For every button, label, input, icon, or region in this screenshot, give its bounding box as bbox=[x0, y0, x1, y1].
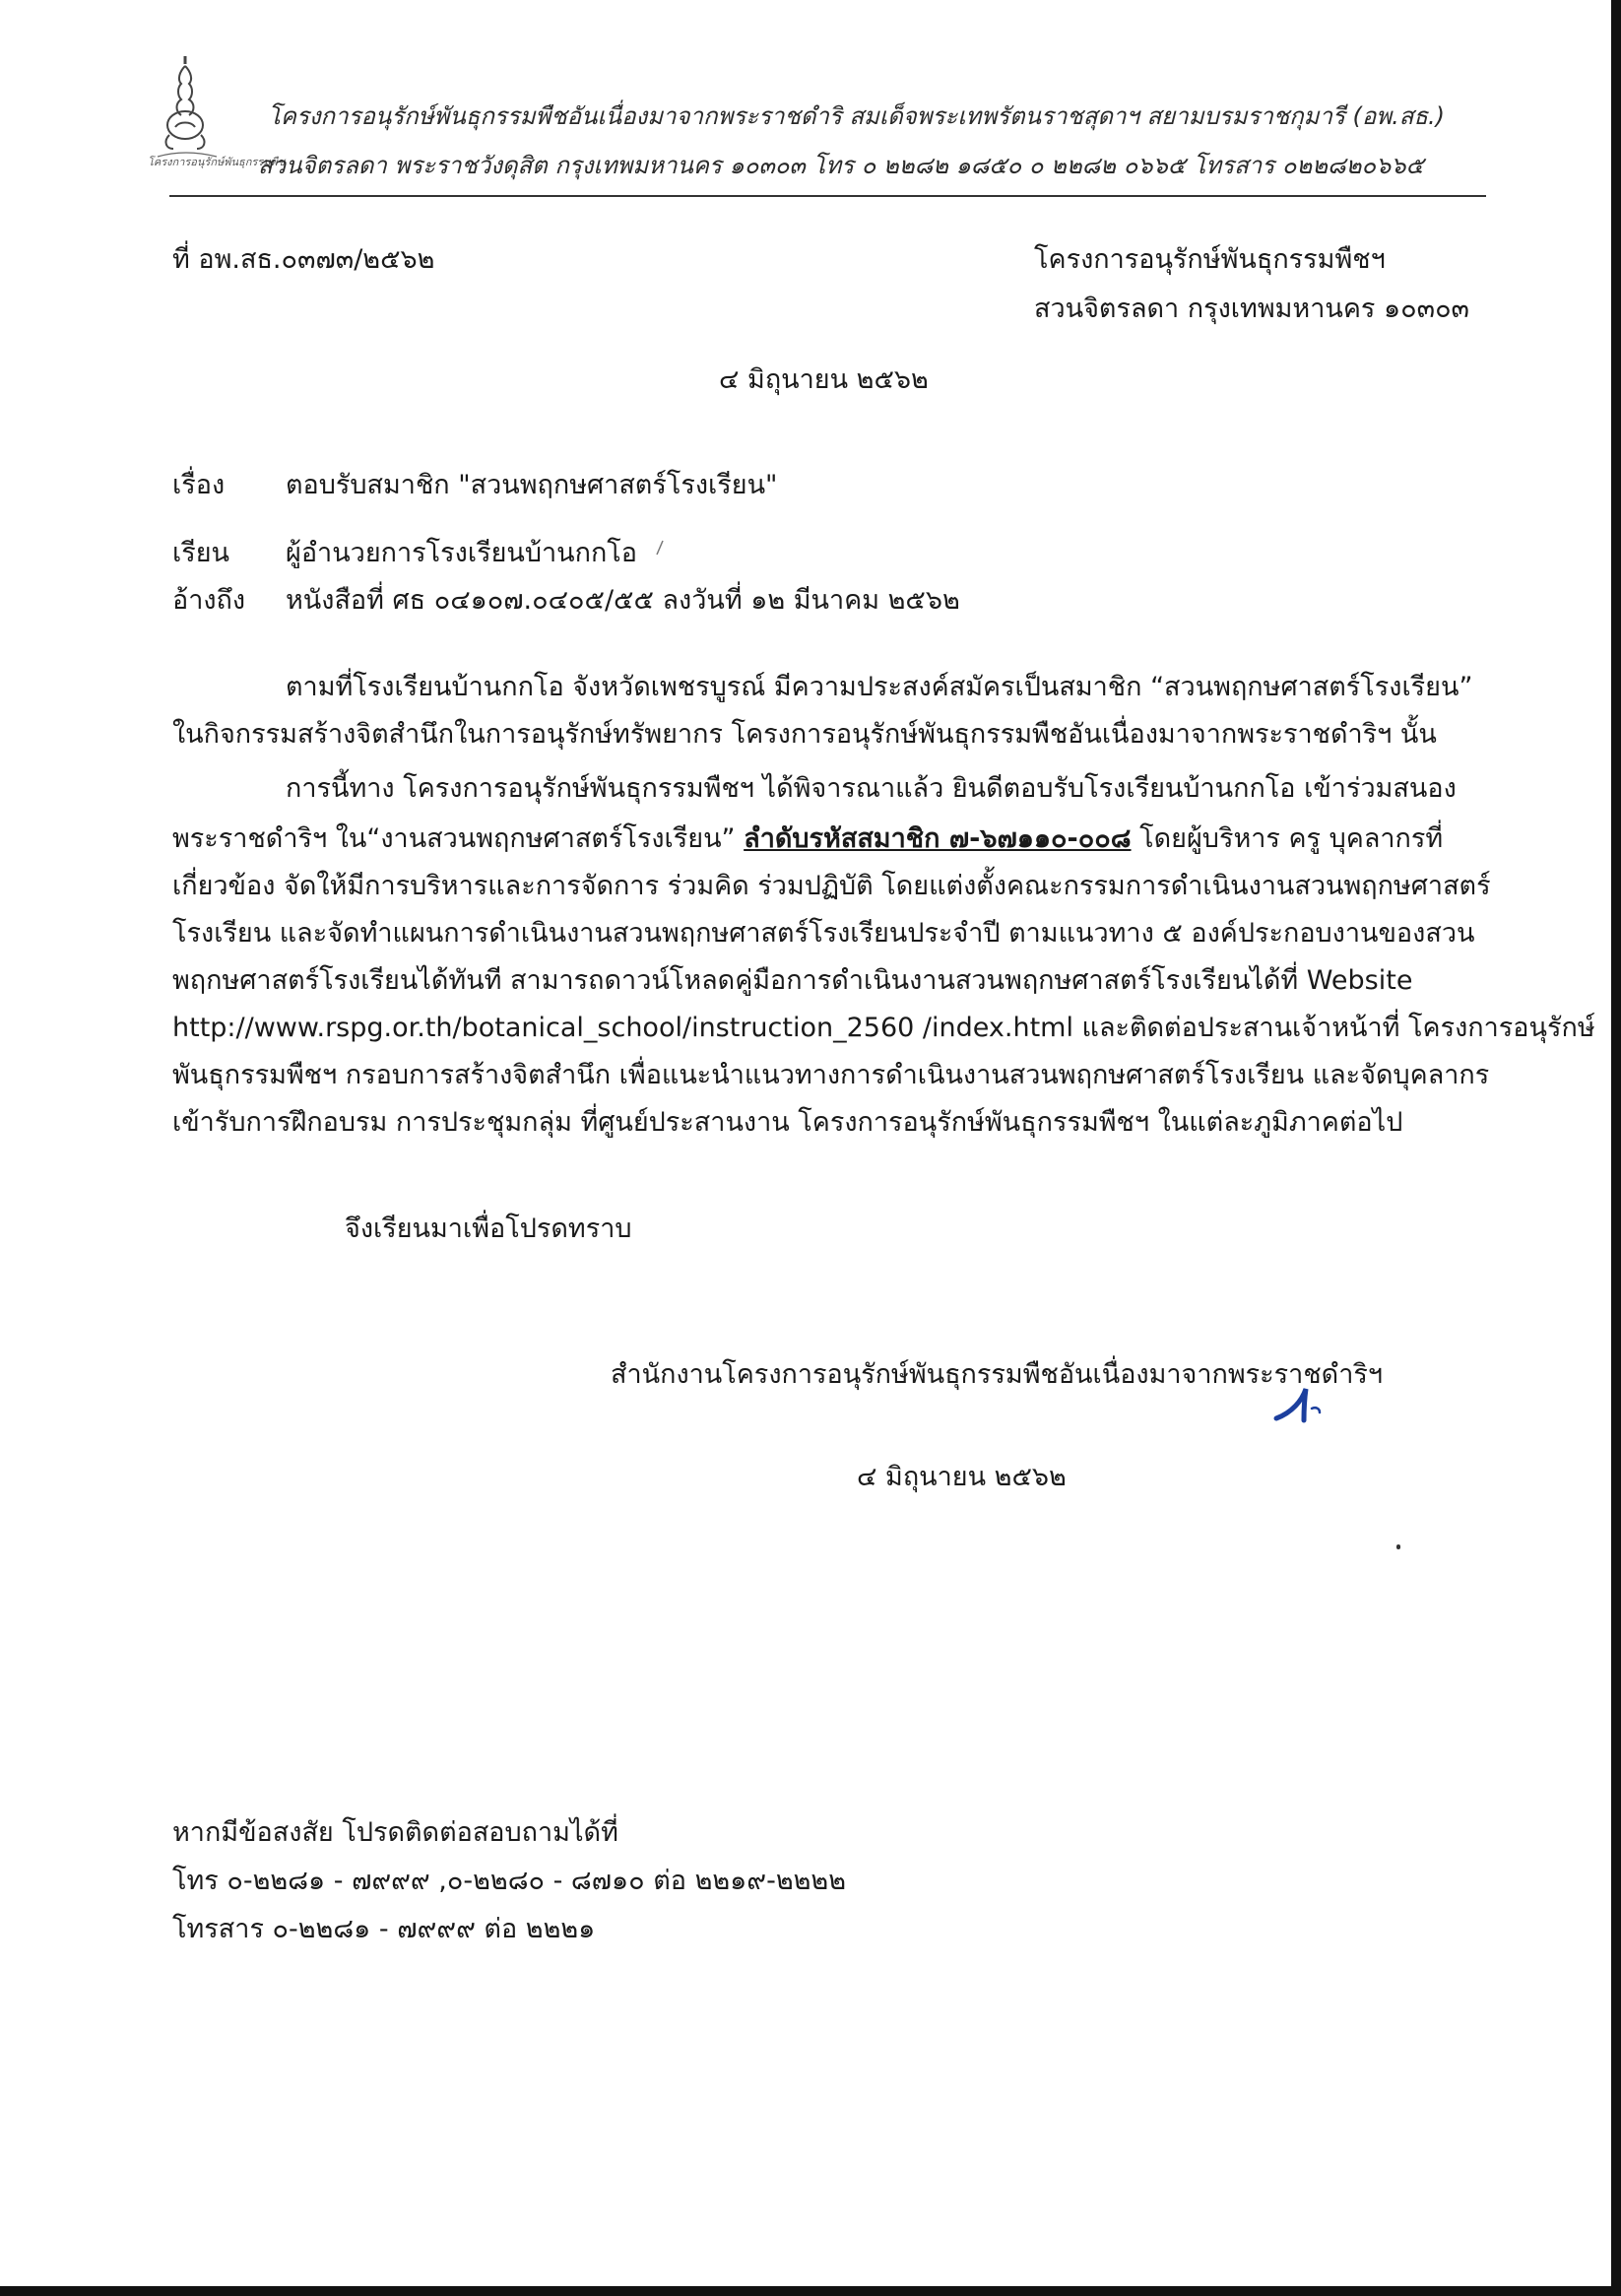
paragraph-2-line-3: เกี่ยวข้อง จัดให้มีการบริหารและการจัดการ ร่วมคิด ร่วมปฏิบัติ โดยแต่งตั้งคณะกรรมการดำเนินงานสวนพฤกษศาสตร์ bbox=[172, 871, 1491, 901]
sender-address: สวนจิตรลดา กรุงเทพมหานคร ๑๐๓๐๓ bbox=[1034, 294, 1470, 324]
paragraph-2-line-2 bbox=[172, 821, 1443, 857]
to-text: ผู้อำนวยการโรงเรียนบ้านกกโอ bbox=[286, 538, 638, 568]
sign-date: ๔ มิถุนายน ๒๕๖๒ bbox=[857, 1462, 1067, 1492]
paragraph-2-line-8: เข้ารับการฝึกอบรม การประชุมกลุ่ม ที่ศูนย์ประสานงาน โครงการอนุรักษ์พันธุกรรมพืชฯ ในแต่ละภูมิภาคต่อไป bbox=[172, 1107, 1403, 1138]
paragraph-2-line-7: พันธุกรรมพืชฯ กรอบการสร้างจิตสำนึก เพื่อแนะนำแนวทางการดำเนินงานสวนพฤกษศาสตร์โรงเรียน และจัดบุคลากร bbox=[172, 1060, 1490, 1090]
rspg-emblem-icon bbox=[156, 54, 254, 170]
paragraph-2-line-5: พฤกษศาสตร์โรงเรียนได้ทันที สามารถดาวน์โหลดคู่มือการดำเนินงานสวนพฤกษศาสตร์โรงเรียนได้ที่ Website bbox=[172, 965, 1413, 996]
sender-name: โครงการอนุรักษ์พันธุกรรมพืชฯ bbox=[1034, 244, 1386, 275]
scan-border-bottom bbox=[0, 2286, 1621, 2296]
subject-label: เรื่อง bbox=[172, 470, 226, 500]
letter-date: ๔ มิถุนายน ๒๕๖๒ bbox=[719, 364, 929, 395]
paragraph-2-line-2-start: พระราชดำริฯ ใน“งานสวนพฤกษศาสตร์โรงเรียน” bbox=[172, 823, 736, 854]
scan-border-right bbox=[1611, 0, 1621, 2296]
to-label: เรียน bbox=[172, 538, 230, 568]
closing-text: จึงเรียนมาเพื่อโปรดทราบ bbox=[345, 1214, 632, 1244]
scan-speck bbox=[1396, 1544, 1400, 1549]
paragraph-1-line-2: ในกิจกรรมสร้างจิตสำนึกในการอนุรักษ์ทรัพยากร โครงการอนุรักษ์พันธุกรรมพืชอันเนื่องมาจากพระราชดำริฯ นั้น bbox=[172, 719, 1437, 750]
paragraph-2-line-2-end: โดยผู้บริหาร ครู บุคลากรที่ bbox=[1139, 823, 1444, 854]
paragraph-2-line-6: http://www.rspg.or.th/botanical_school/instruction_2560 /index.html และติดต่อประสานเจ้าหน้าที่ โครงการอนุรักษ์ bbox=[172, 1013, 1595, 1043]
member-code: ลำดับรหัสสมาชิก ๗-๖๗๑๑๐-๐๐๘ bbox=[744, 823, 1132, 854]
paragraph-2-line-1: การนี้ทาง โครงการอนุรักษ์พันธุกรรมพืชฯ ได้พิจารณาแล้ว ยินดีตอบรับโรงเรียนบ้านกกโอ เข้าร่วมสนอง bbox=[286, 773, 1457, 804]
reference-number: ที่ อพ.สธ.๐๓๗๓/๒๕๖๒ bbox=[172, 244, 435, 275]
emblem-caption: โครงการอนุรักษ์พันธุกรรมพืช bbox=[148, 156, 286, 168]
paragraph-2-line-4: โรงเรียน และจัดทำแผนการดำเนินงานสวนพฤกษศาสตร์โรงเรียนประจำปี ตามแนวทาง ๕ องค์ประกอบงานของสวน bbox=[172, 918, 1475, 949]
paragraph-1-line-1: ตามที่โรงเรียนบ้านกกโอ จังหวัดเพชรบูรณ์ มีความประสงค์สมัครเป็นสมาชิก “สวนพฤกษศาสตร์โรงเรียน” bbox=[286, 672, 1473, 702]
reference-label: อ้างถึง bbox=[172, 585, 246, 616]
reference-text: หนังสือที่ ศธ ๐๔๑๐๗.๐๔๐๕/๕๕ ลงวันที่ ๑๒ มีนาคม ๒๕๖๒ bbox=[286, 585, 960, 616]
contact-fax: โทรสาร ๐-๒๒๘๑ - ๗๙๙๙ ต่อ ๒๒๒๑ bbox=[172, 1914, 596, 1944]
pen-mark bbox=[655, 540, 665, 556]
contact-intro: หากมีข้อสงสัย โปรดติดต่อสอบถามได้ที่ bbox=[172, 1817, 618, 1848]
signature bbox=[1270, 1379, 1349, 1428]
contact-phone: โทร ๐-๒๒๘๑ - ๗๙๙๙ ,๐-๒๒๘๐ - ๘๗๑๐ ต่อ ๒๒๑๙-๒๒๒๒ bbox=[172, 1866, 847, 1896]
header-line-2: สวนจิตรลดา พระราชวังดุสิต กรุงเทพมหานคร ๑๐๓๐๓ โทร ๐ ๒๒๘๒ ๑๘๕๐ ๐ ๒๒๘๒ ๐๖๖๕ โทรสาร ๐๒๒๘๒๐๖๖๕ bbox=[258, 152, 1424, 179]
header-line-1: โครงการอนุรักษ์พันธุกรรมพืชอันเนื่องมาจากพระราชดำริ สมเด็จพระเทพรัตนราชสุดาฯ สยามบรมราชกุมารี (อพ.สธ.) bbox=[268, 102, 1445, 130]
subject-text: ตอบรับสมาชิก "สวนพฤกษศาสตร์โรงเรียน" bbox=[286, 470, 778, 500]
header-rule bbox=[169, 195, 1486, 197]
signer-office: สำนักงานโครงการอนุรักษ์พันธุกรรมพืชอันเนื่องมาจากพระราชดำริฯ bbox=[611, 1359, 1384, 1390]
